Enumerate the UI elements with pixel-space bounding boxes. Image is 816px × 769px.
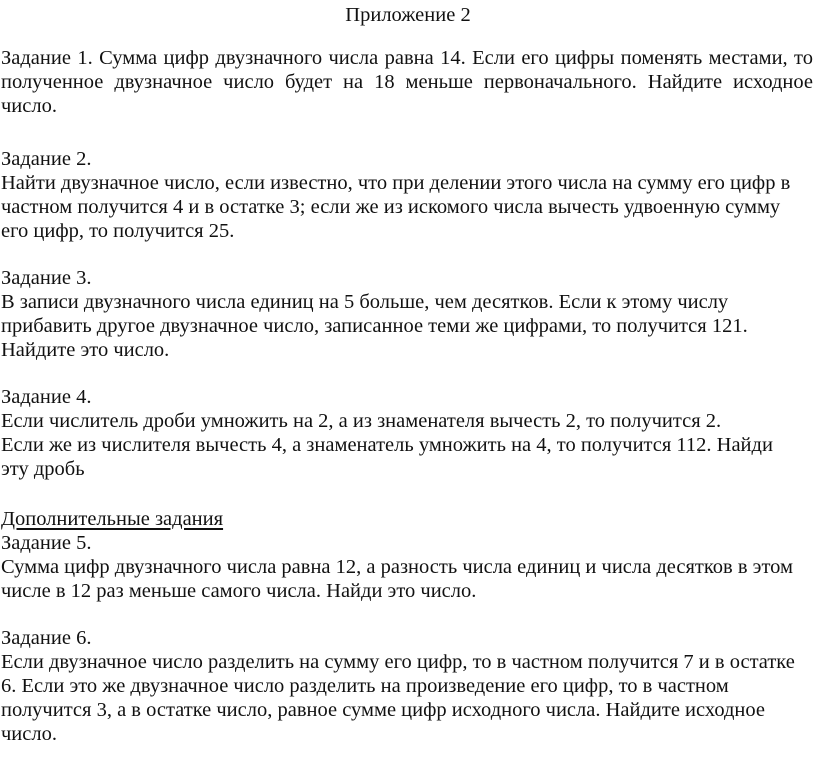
- task-4-line: Если же из числителя вычесть 4, а знаменатель умножить на 4, то получится 112. Найди: [1, 434, 773, 456]
- task-3-heading: Задание 3.: [1, 267, 92, 289]
- appendix-title: Приложение 2: [345, 4, 471, 26]
- task-2-line: Найти двузначное число, если известно, что при делении этого числа на сумму его цифр в: [1, 172, 791, 194]
- task-4-line: эту дробь: [1, 458, 85, 480]
- task-2-line: его цифр, то получится 25.: [1, 220, 235, 242]
- task-3-line: прибавить другое двузначное число, записанное теми же цифрами, то получится 121.: [1, 315, 748, 337]
- task-4-line: Если числитель дроби умножить на 2, а из знаменателя вычесть 2, то получится 2.: [1, 410, 722, 432]
- additional-tasks-heading: Дополнительные задания: [1, 508, 224, 530]
- task-1-text: Задание 1. Сумма цифр двузначного числа равна 14. Если его цифры поменять местами, то полученное двузначное число будет на 18 меньше первоначального. Найдите исходное число.: [1, 47, 813, 117]
- task-2-heading: Задание 2.: [1, 148, 92, 170]
- task-5-line: числе в 12 раз меньше самого числа. Найди это число.: [1, 580, 477, 602]
- task-6-line: 6. Если это же двузначное число разделить на произведение его цифр, то в частном: [1, 675, 729, 697]
- task-4-heading: Задание 4.: [1, 386, 92, 408]
- task-5-line: Сумма цифр двузначного числа равна 12, а разность числа единиц и числа десятков в этом: [1, 556, 793, 578]
- task-6-line: получится 3, а в остатке число, равное сумме цифр исходного числа. Найдите исходное: [1, 699, 765, 721]
- task-3-line: Найдите это число.: [1, 339, 170, 361]
- task-6-line: Если двузначное число разделить на сумму его цифр, то в частном получится 7 и в остатке: [1, 651, 795, 673]
- task-3-line: В записи двузначного числа единиц на 5 больше, чем десятков. Если к этому числу: [1, 291, 729, 313]
- task-2-line: частном получится 4 и в остатке 3; если же из искомого числа вычесть удвоенную сумму: [1, 196, 781, 218]
- task-6-line: число.: [1, 723, 57, 745]
- task-5-heading: Задание 5.: [1, 532, 92, 554]
- task-6-heading: Задание 6.: [1, 627, 92, 649]
